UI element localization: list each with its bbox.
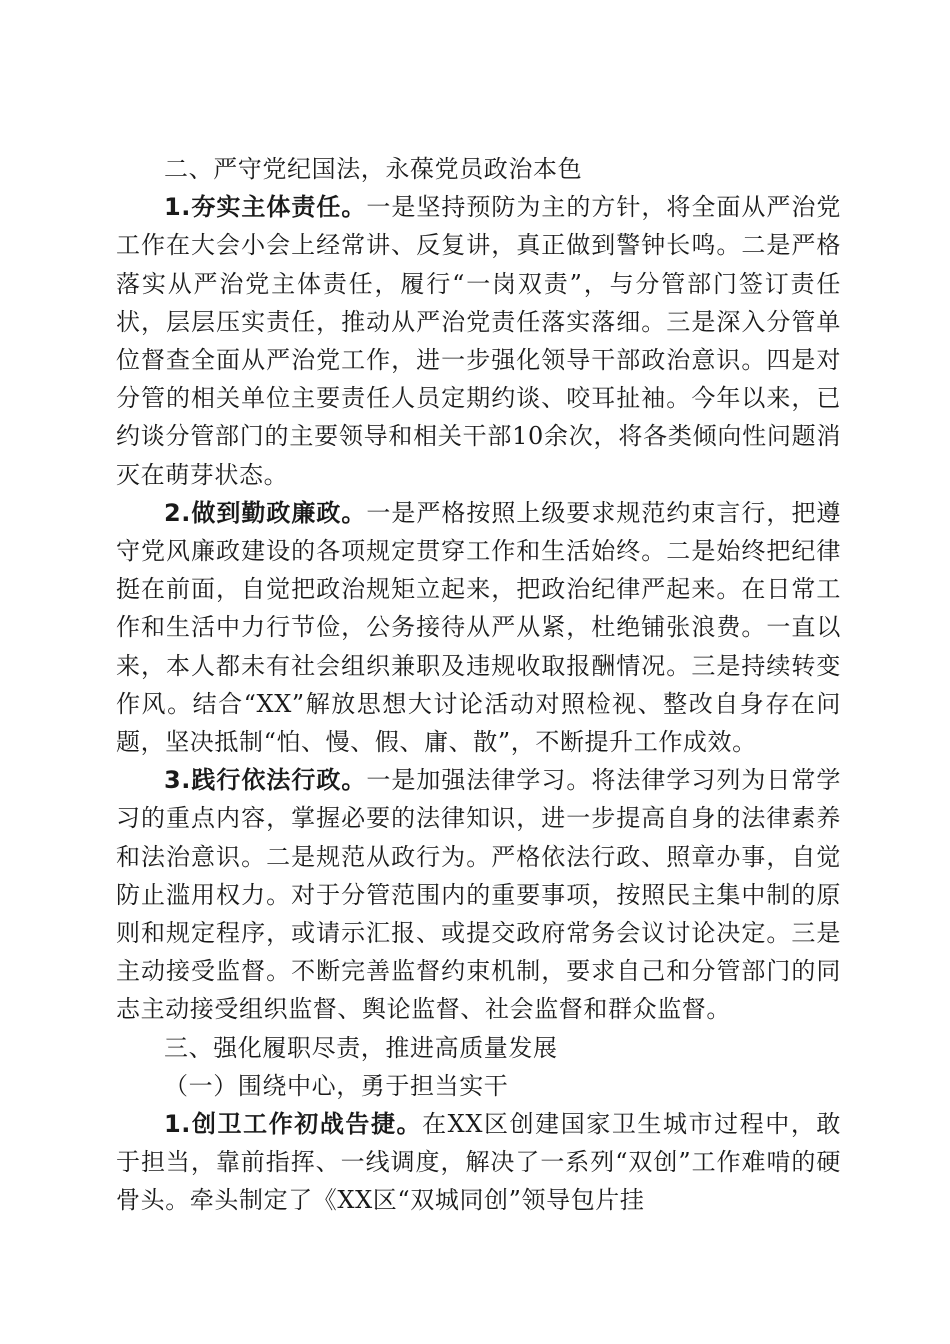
sub-heading: （一）围绕中心，勇于担当实干	[164, 1071, 509, 1100]
paragraph-text: 一是加强法律学习。将法律学习列为日常学习的重点内容，掌握必要的法律知识，进一步提高自身的法律素养和法治意识。二是规范从政行为。严格依法行政、照章办事，自觉防止滥用权力。对于分管范围内的重要事项，按照民主集中制的原则和规定程序，或请示汇报、或提交政府常务会议讨论决定。三是主动接受监督。不断完善监督约束机制，要求自己和分管部门的同志主动接受组织监督、舆论监督、社会监督和群众监督。	[116, 766, 842, 1024]
paragraph-3	[116, 761, 841, 1028]
paragraph-text: 一是坚持预防为主的方针，将全面从严治党工作在大会小会上经常讲、反复讲，真正做到警钟长鸣。二是严格落实从严治党主体责任，履行“一岗双责”，与分管部门签订责任状，层层压实责任，推动从严治党责任落实落细。三是深入分管单位督查全面从严治党工作，进一步强化领导干部政治意识。四是对分管的相关单位主要责任人员定期约谈、咬耳扯袖。今年以来，已约谈分管部门的主要领导和相关干部10余次，将各类倾向性问题消灭在萌芽状态。	[116, 193, 842, 489]
document-body	[116, 150, 841, 1220]
paragraph-2	[116, 494, 841, 761]
paragraph-text: 一是严格按照上级要求规范约束言行，把遵守党风廉政建设的各项规定贯穿工作和生活始终。二是始终把纪律挺在前面，自觉把政治规矩立起来，把政治纪律严起来。在日常工作和生活中力行节俭，公务接待从严从紧，杜绝铺张浪费。一直以来，本人都未有社会组织兼职及违规收取报酬情况。三是持续转变作风。结合“XX”解放思想大讨论活动对照检视、整改自身存在问题，坚决抵制“怕、慢、假、庸、散”，不断提升工作成效。	[116, 498, 842, 757]
paragraph-1	[116, 188, 841, 494]
paragraph-lead: 3.践行依法行政。	[164, 766, 367, 795]
paragraph-lead: 2.做到勤政廉政。	[164, 498, 367, 527]
paragraph-lead: 1.创卫工作初战告捷。	[164, 1110, 423, 1139]
section-heading-3: 三、强化履职尽责，推进高质量发展	[164, 1033, 558, 1062]
section-heading-2: 二、严守党纪国法，永葆党员政治本色	[164, 155, 583, 183]
paragraph-4	[116, 1105, 841, 1220]
paragraph-lead: 1.夯实主体责任。	[164, 193, 367, 222]
paragraph-text: 在XX区创建国家卫生城市过程中，敢于担当，靠前指挥、一线调度，解决了一系列“双创”工作难啃的硬骨头。牵头制定了《XX区“双城同创”领导包片挂	[116, 1110, 842, 1215]
